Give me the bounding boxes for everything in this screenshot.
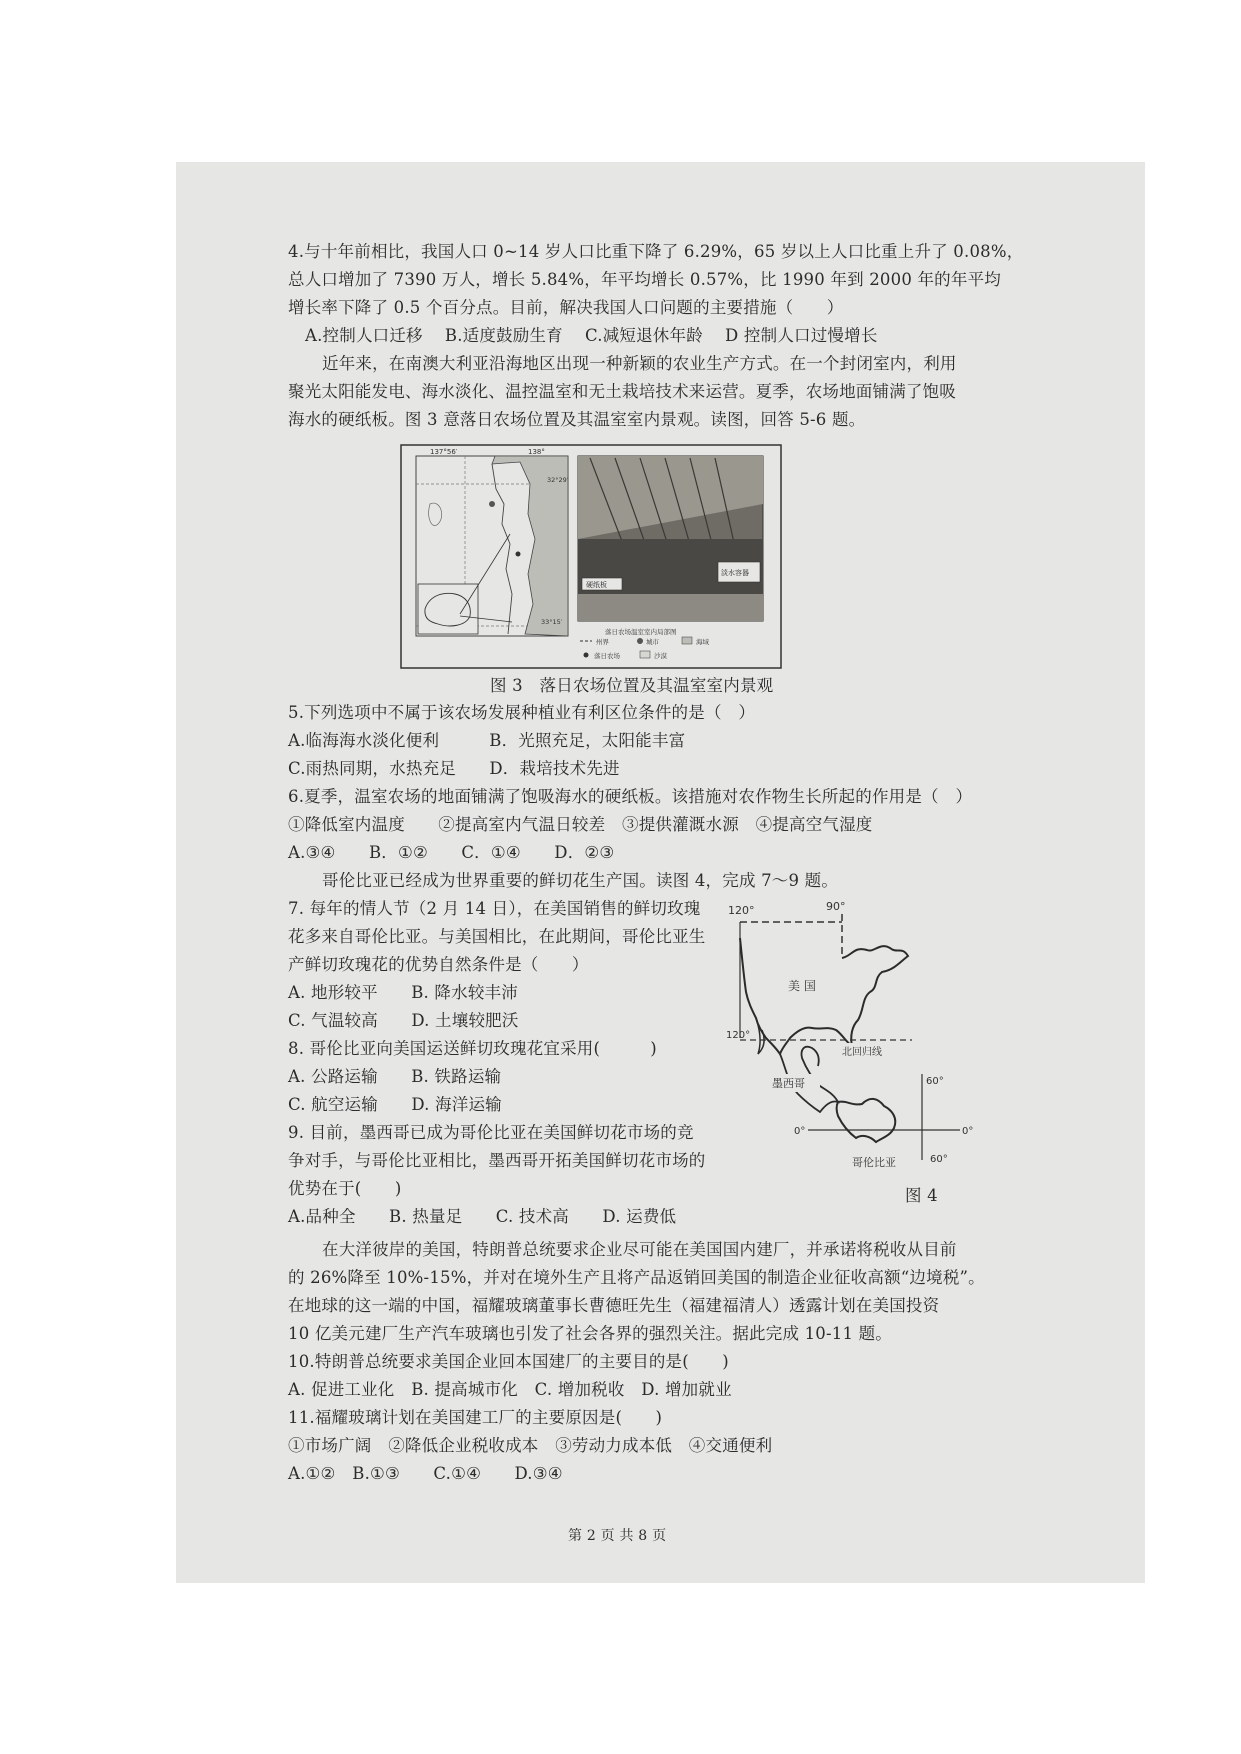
label-cardboard: 硬纸板 xyxy=(586,581,607,589)
legend-boundary: 州界 xyxy=(596,638,609,646)
lat-label-1: 32°29′ xyxy=(547,476,569,484)
q5-options-2: C.雨热同期，水热充足 D．栽培技术先进 xyxy=(288,759,620,778)
legend-sand: 沙漠 xyxy=(654,652,667,660)
q4-line3: 增长率下降了 0.5 个百分点。目前，解决我国人口问题的主要措施（ ） xyxy=(288,298,844,317)
figure-4-caption: 图 4 xyxy=(905,1186,938,1205)
lon-120-label: 120° xyxy=(728,904,755,917)
page-footer: 第 2 页 共 8 页 xyxy=(568,1528,667,1544)
passage1-line1: 近年来，在南澳大利亚沿海地区出现一种新颖的农业生产方式。在一个封闭室内，利用 xyxy=(322,354,957,373)
q7-line2: 花多来自哥伦比亚。与美国相比，在此期间，哥伦比亚生 xyxy=(288,927,706,946)
figure-3-caption: 图 3 落日农场位置及其温室室内景观 xyxy=(490,676,774,695)
photo-caption: 落日农场温室室内局部图 xyxy=(605,628,677,636)
label-water-container: 淡水容器 xyxy=(721,569,749,577)
q6-stem: 6.夏季，温室农场的地面铺满了饱吸海水的硬纸板。该措施对农作物生长所起的作用是（ ） xyxy=(288,787,973,806)
figure-3-legend xyxy=(580,637,710,660)
passage2: 哥伦比亚已经成为世界重要的鲜切花生产国。读图 4，完成 7～9 题。 xyxy=(322,871,839,890)
lon-90-label: 90° xyxy=(826,900,846,913)
q10-stem: 10.特朗普总统要求美国企业回本国建厂的主要目的是( ) xyxy=(288,1352,729,1371)
passage1-line2: 聚光太阳能发电、海水淡化、温控温室和无土栽培技术来运营。夏季，农场地面铺满了饱吸 xyxy=(288,382,956,401)
lon-60-label-top: 60° xyxy=(926,1076,944,1087)
passage3-line1: 在大洋彼岸的美国，特朗普总统要求企业尽可能在美国国内建厂，并承诺将税收从目前 xyxy=(322,1240,957,1259)
q8-options-1: A. 公路运输 B. 铁路运输 xyxy=(288,1067,502,1086)
figure-3 xyxy=(400,444,782,669)
q9-line3: 优势在于( ) xyxy=(288,1179,402,1198)
label-mexico: 墨西哥 xyxy=(772,1077,805,1090)
legend-farm: 落日农场 xyxy=(594,652,620,660)
q11-items: ①市场广阔 ②降低企业税收成本 ③劳动力成本低 ④交通便利 xyxy=(288,1436,773,1455)
label-colombia: 哥伦比亚 xyxy=(852,1156,896,1169)
q4-line1: 4.与十年前相比，我国人口 0~14 岁人口比重下降了 6.29%，65 岁以上人口比重上升了 0.08%， xyxy=(288,242,1024,261)
lon-label-2: 138° xyxy=(528,448,545,456)
q5-stem: 5.下列选项中不属于该农场发展种植业有利区位条件的是（ ） xyxy=(288,703,756,722)
lat-0-label-right: 0° xyxy=(962,1126,974,1137)
legend-sea: 海域 xyxy=(696,638,709,646)
q11-stem: 11.福耀玻璃计划在美国建工厂的主要原因是( ) xyxy=(288,1408,663,1427)
q4-line2: 总人口增加了 7390 万人，增长 5.84%，年平均增长 0.57%，比 1990 年到 2000 年的年平均 xyxy=(288,270,1001,289)
q4-options: A.控制人口迁移 B.适度鼓励生育 C.减短退休年龄 D 控制人口过慢增长 xyxy=(305,326,878,345)
lat-120-label: 120° xyxy=(726,1030,751,1041)
passage3-line2: 的 26%降至 10%-15%，并对在境外生产且将产品返销回美国的制造企业征收高额“边境税”。 xyxy=(288,1268,985,1287)
lat-label-2: 33°15′ xyxy=(541,618,563,626)
passage3-line3: 在地球的这一端的中国，福耀玻璃董事长曹德旺先生（福建福清人）透露计划在美国投资 xyxy=(288,1296,940,1315)
lon-60-label-bottom: 60° xyxy=(930,1154,948,1165)
sunset-farm-location-map xyxy=(416,448,569,636)
label-tropic-of-cancer: 北回归线 xyxy=(842,1047,882,1058)
q8-stem: 8. 哥伦比亚向美国运送鲜切玫瑰花宜采用( ) xyxy=(288,1039,657,1058)
label-usa: 美 国 xyxy=(788,979,816,993)
q9-line1: 9. 目前，墨西哥已成为哥伦比亚在美国鲜切花市场的竞 xyxy=(288,1123,694,1142)
q7-options-1: A. 地形较平 B. 降水较丰沛 xyxy=(288,983,518,1002)
greenhouse-interior-photo xyxy=(578,456,763,636)
q11-options: A.①② B.①③ C.①④ D.③④ xyxy=(288,1464,563,1483)
q10-options: A. 促进工业化 B. 提高城市化 C. 增加税收 D. 增加就业 xyxy=(288,1380,732,1399)
q6-options: A.③④ B．①② C．①④ D．②③ xyxy=(288,843,615,862)
q9-options: A.品种全 B. 热量足 C. 技术高 D. 运费低 xyxy=(288,1207,677,1226)
q7-line1: 7. 每年的情人节（2 月 14 日），在美国销售的鲜切玫瑰 xyxy=(288,899,701,918)
q7-options-2: C. 气温较高 D. 土壤较肥沃 xyxy=(288,1011,519,1030)
legend-city: 城市 xyxy=(646,638,659,646)
q5-options-1: A.临海海水淡化便利 B．光照充足，太阳能丰富 xyxy=(288,731,686,750)
q7-line3: 产鲜切玫瑰花的优势自然条件是（ ） xyxy=(288,955,589,974)
q9-line2: 争对手，与哥伦比亚相比，墨西哥开拓美国鲜切花市场的 xyxy=(288,1151,706,1170)
passage1-line3: 海水的硬纸板。图 3 意落日农场位置及其温室室内景观。读图，回答 5-6 题。 xyxy=(288,410,866,429)
lon-label-1: 137°56′ xyxy=(430,448,458,456)
q8-options-2: C. 航空运输 D. 海洋运输 xyxy=(288,1095,502,1114)
figure-3-graphic xyxy=(400,444,782,669)
q6-items: ①降低室内温度 ②提高室内气温日较差 ③提供灌溉水源 ④提高空气湿度 xyxy=(288,815,873,834)
americas-map xyxy=(722,898,984,1188)
lat-0-label-left: 0° xyxy=(794,1126,806,1137)
figure-4 xyxy=(722,898,984,1188)
passage3-line4: 10 亿美元建厂生产汽车玻璃也引发了社会各界的强烈关注。据此完成 10-11 题。 xyxy=(288,1324,892,1343)
